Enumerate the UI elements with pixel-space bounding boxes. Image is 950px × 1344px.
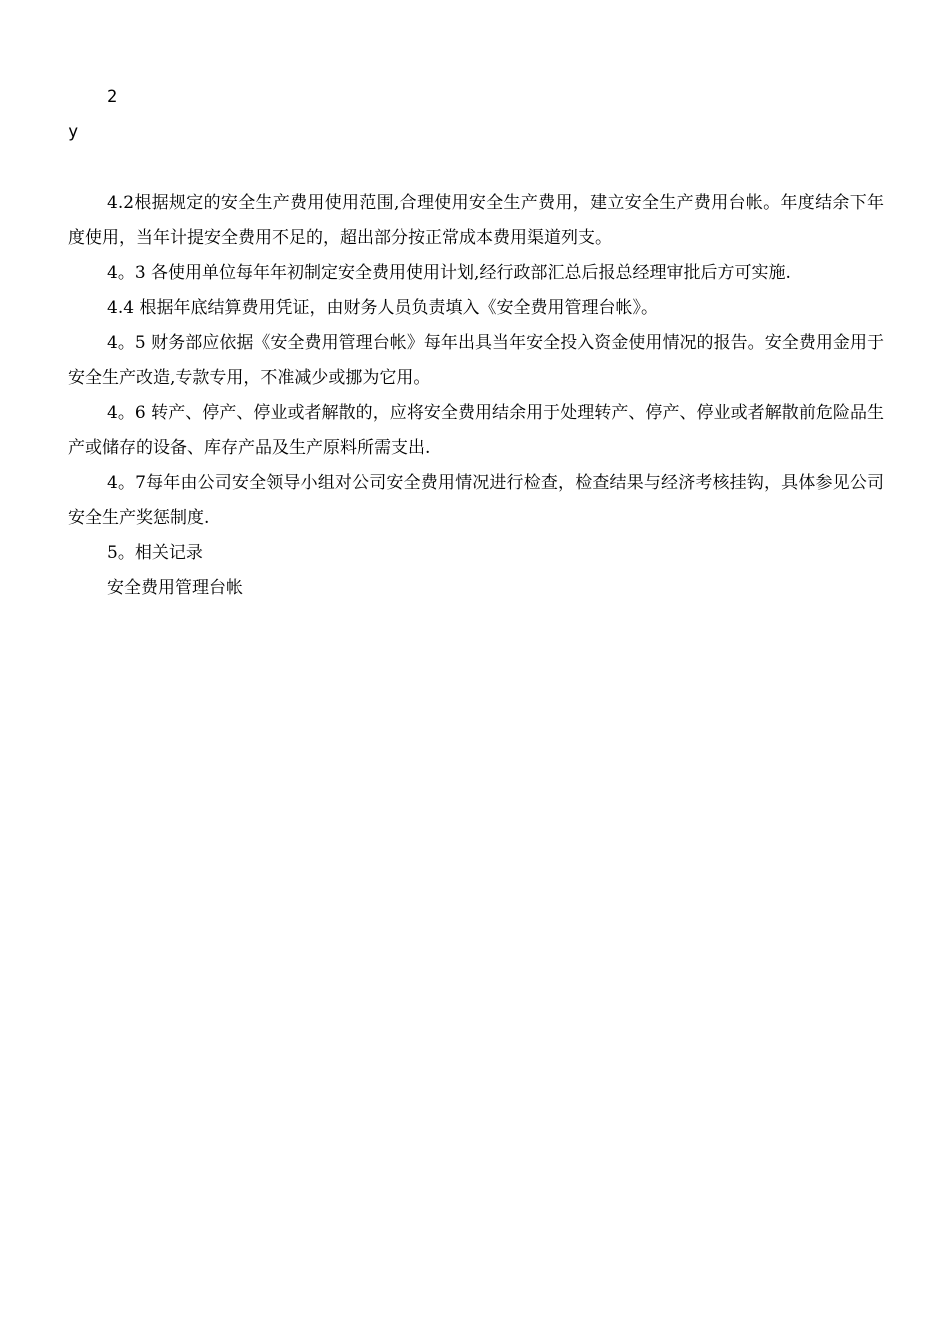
paragraph-4-2: 4.2根据规定的安全生产费用使用范围,合理使用安全生产费用，建立安全生产费用台帐。年度结余下年度使用，当年计提安全费用不足的，超出部分按正常成本费用渠道列支。 <box>68 193 884 248</box>
paragraph-4-4: 4.4 根据年底结算费用凭证，由财务人员负责填入《安全费用管理台帐》。 <box>107 298 658 318</box>
section-heading-related-records: 5。相关记录 <box>107 543 203 563</box>
record-item: 安全费用管理台帐 <box>107 578 243 598</box>
text-fragment: 2 <box>107 87 118 107</box>
document-body <box>68 186 884 606</box>
paragraph-4-5: 4。5 财务部应依据《安全费用管理台帐》每年出具当年安全投入资金使用情况的报告。安全费用金用于安全生产改造,专款专用，不准减少或挪为它用。 <box>68 333 884 388</box>
paragraph-4-7: 4。7每年由公司安全领导小组对公司安全费用情况进行检查，检查结果与经济考核挂钩，具体参见公司安全生产奖惩制度. <box>68 473 884 528</box>
paragraph-4-6: 4。6 转产、停产、停业或者解散的，应将安全费用结余用于处理转产、停产、停业或者解散前危险品生产或储存的设备、库存产品及生产原料所需支出. <box>68 403 884 458</box>
paragraph-4-3: 4。3 各使用单位每年年初制定安全费用使用计划,经行政部汇总后报总经理审批后方可实施. <box>107 263 791 283</box>
text-fragment: y <box>68 122 79 142</box>
